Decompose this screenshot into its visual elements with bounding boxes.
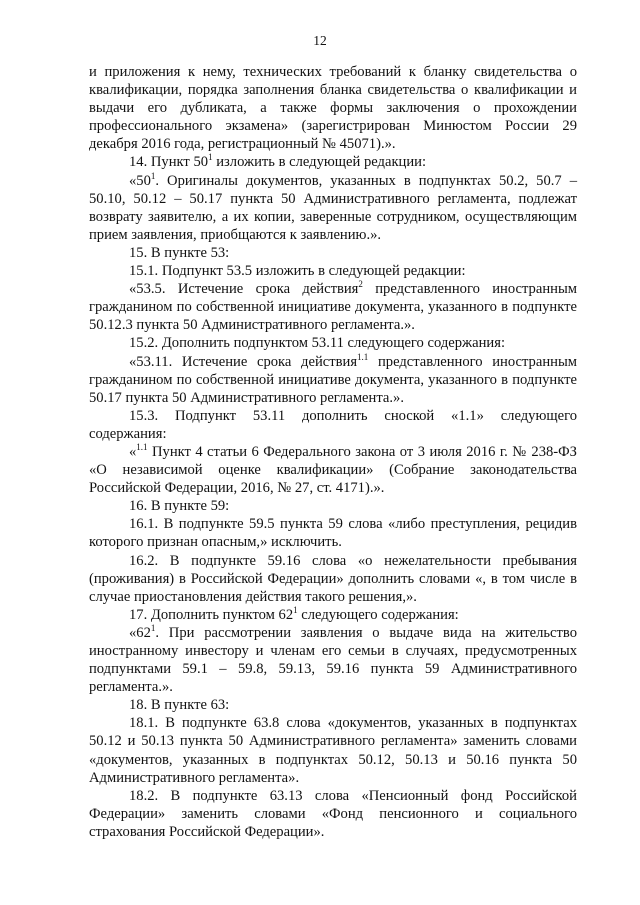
paragraph-text: 18.2. В подпункте 63.13 слова «Пенсионный фонд Российской Федерации» заменить словами «Фонд пенсионного и социального страхования Российской Федерации». <box>89 787 577 840</box>
paragraph <box>89 787 577 841</box>
paragraph-text: «53.5. Истечение срока действия <box>129 281 359 298</box>
paragraph-text: 15.1. Подпункт 53.5 изложить в следующей редакции: <box>129 263 466 280</box>
paragraph <box>89 172 577 244</box>
paragraph-text: 17. Дополнить пунктом 62 <box>129 606 294 623</box>
paragraph-text: 15.2. Дополнить подпунктом 53.11 следующего содержания: <box>129 335 505 352</box>
footnote-marker: 2 <box>358 279 363 290</box>
footnote-marker: 1 <box>150 170 156 181</box>
paragraph-text: 18. В пункте 63: <box>129 697 230 714</box>
paragraph-text: 15.3. Подпункт 53.11 дополнить сноской «1.1» следующего содержания: <box>89 407 577 442</box>
paragraph <box>89 153 577 171</box>
paragraph-text: 16.1. В подпункте 59.5 пункта 59 слова «либо преступления, рецидив которого признан опасным,» исключить. <box>89 516 577 551</box>
paragraph <box>89 63 577 153</box>
footnote-marker: 1 <box>208 152 213 163</box>
paragraph <box>89 714 577 786</box>
paragraph-text: изложить в следующей редакции: <box>212 154 427 171</box>
paragraph-text: и приложения к нему, технических требований к бланку свидетельства о квалификации, порядка заполнения бланка свидетельства о квалификации и выдачи его дубликата, а также формы заключения о прохождении профессионального экзамена» (зарегистрирован Минюстом России 29 декабря 2016 года, регистрационный № 45071).». <box>89 64 577 153</box>
paragraph-text: следующего содержания: <box>297 606 459 623</box>
paragraph-text: «53.11. Истечение срока действия <box>129 353 358 370</box>
page-number: 12 <box>313 33 327 48</box>
document-body <box>89 63 577 841</box>
paragraph <box>89 606 577 624</box>
paragraph <box>89 280 577 334</box>
footnote-marker: 1 <box>293 604 298 615</box>
paragraph <box>89 443 577 497</box>
footnote-marker: 1.1 <box>357 351 369 362</box>
paragraph-text: 16. В пункте 59: <box>129 498 230 515</box>
paragraph <box>89 696 577 714</box>
paragraph-text: 16.2. В подпункте 59.16 слова «о нежелательности пребывания (проживания) в Российской Федерации» дополнить словами «, в том числе в случае приостановления действия такого решения,». <box>89 552 577 605</box>
paragraph <box>89 515 577 551</box>
paragraph-text: . Оригиналы документов, указанных в подпунктах 50.2, 50.7 – 50.10, 50.12 – 50.17 пункта 50 Административного регламента, подлежат возврату заявителю, а их копии, заверенные сотрудником, осуществляющим прием заявления, приобщаются к заявлению.». <box>89 172 577 243</box>
paragraph <box>89 334 577 352</box>
paragraph <box>89 244 577 262</box>
paragraph-text: 14. Пункт 50 <box>129 154 209 171</box>
paragraph-text: «50 <box>129 172 151 189</box>
paragraph <box>89 262 577 280</box>
paragraph <box>89 624 577 696</box>
paragraph-text: «62 <box>129 624 151 641</box>
paragraph-text: представленного иностранным гражданином по собственной инициативе документа, указанного в подпункте 50.17 пункта 50 Административного регламента.». <box>89 353 577 406</box>
paragraph <box>89 552 577 606</box>
paragraph <box>89 407 577 443</box>
paragraph-text: представленного иностранным гражданином по собственной инициативе документа, указанного в подпункте 50.12.3 пункта 50 Административного регламента.». <box>89 281 577 334</box>
paragraph-text: « <box>129 443 137 460</box>
paragraph <box>89 497 577 515</box>
paragraph-text: 18.1. В подпункте 63.8 слова «документов, указанных в подпунктах 50.12 и 50.13 пункта 50 Административного регламента» заменить словами «документов, указанных в подпунктах 50.12, 50.13 и 50.16 пункта 50 Административного регламента». <box>89 715 577 786</box>
footnote-marker: 1 <box>150 622 156 633</box>
paragraph-text: . При рассмотрении заявления о выдаче вида на жительство иностранному инвестору и членам его семьи в случаях, предусмотренных подпунктами 59.1 – 59.8, 59.13, 59.16 пункта 59 Административного регламента.». <box>89 624 577 696</box>
paragraph <box>89 353 577 407</box>
footnote-marker: 1.1 <box>136 441 148 452</box>
paragraph-text: 15. В пункте 53: <box>129 244 230 261</box>
paragraph-text: Пункт 4 статьи 6 Федерального закона от 3 июля 2016 г. № 238-ФЗ «О независимой оценке квалификации» (Собрание законодательства Российской Федерации, 2016, № 27, ст. 4171).». <box>89 443 577 497</box>
